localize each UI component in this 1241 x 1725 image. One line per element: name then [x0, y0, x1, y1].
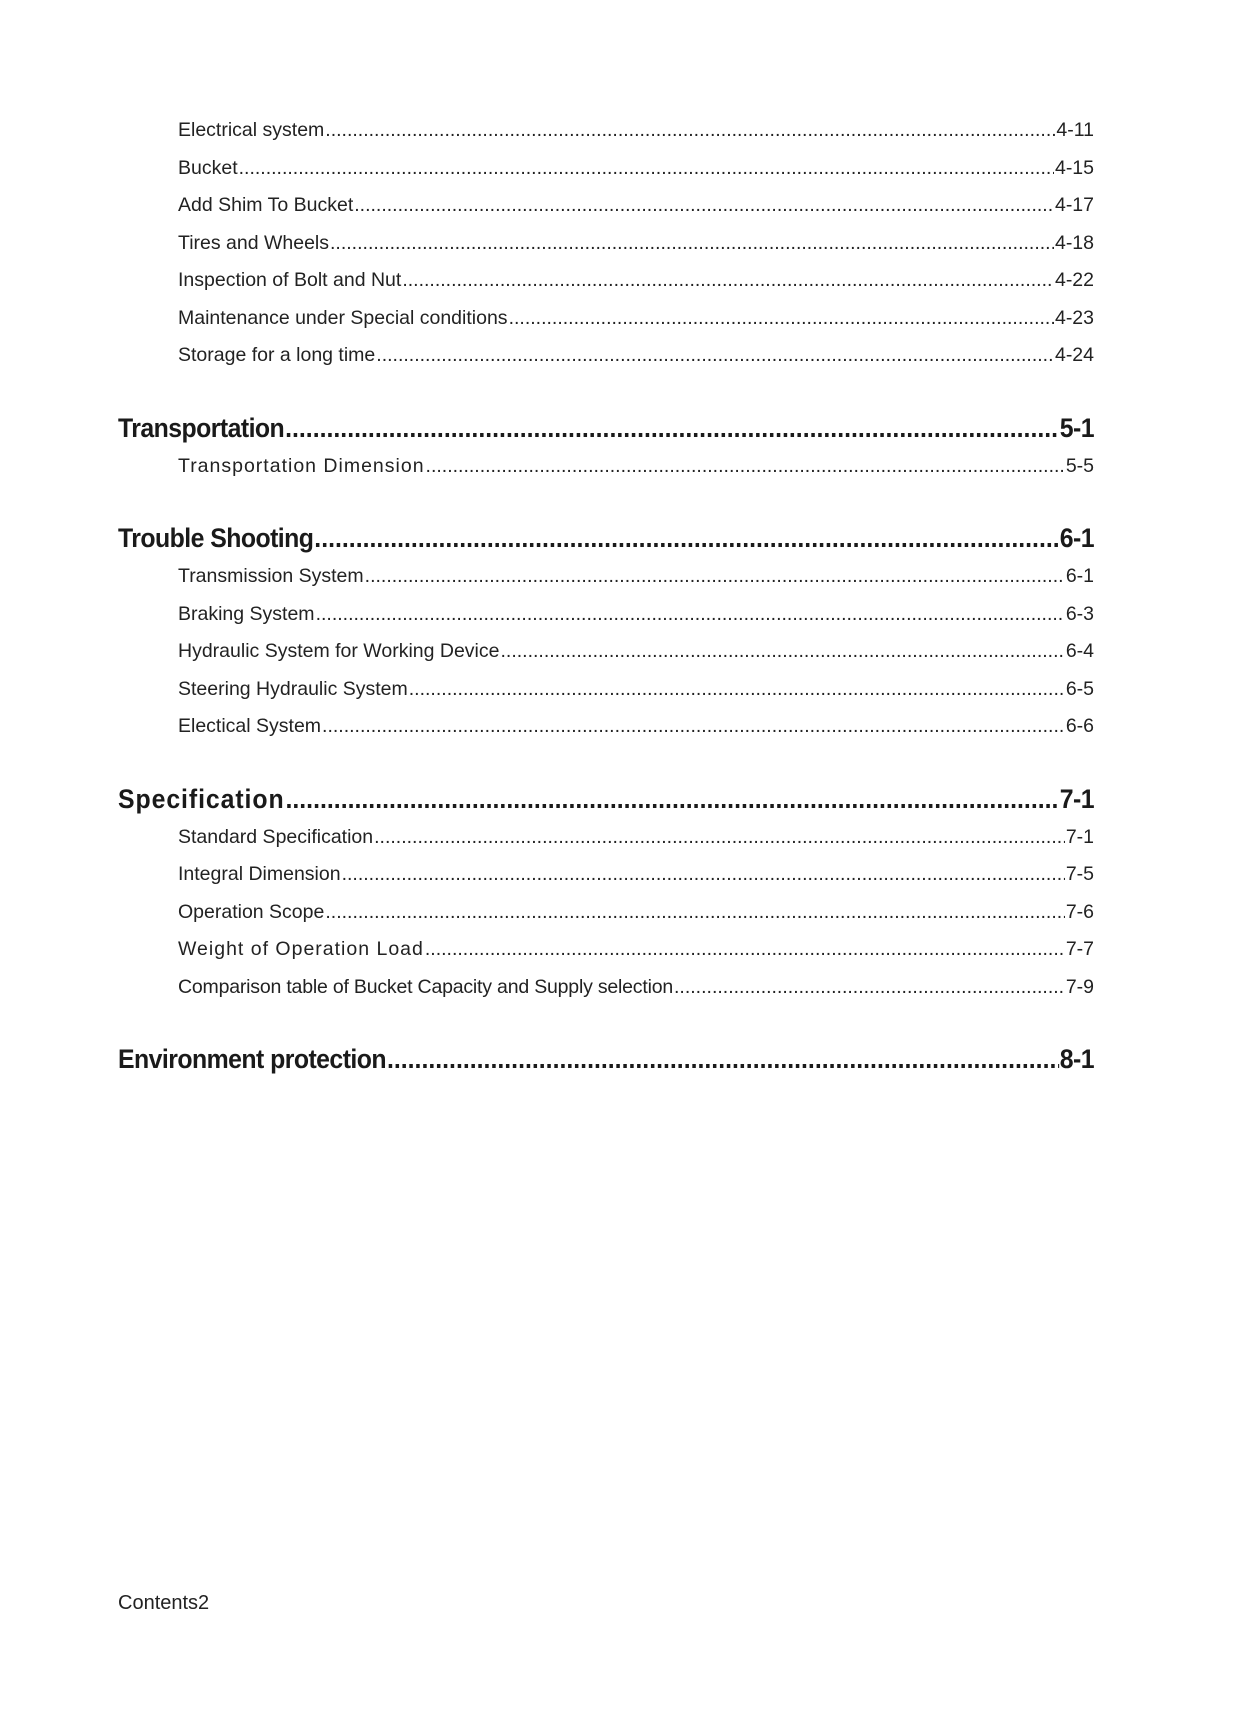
toc-chapter-heading[interactable]	[118, 408, 1094, 448]
toc-chapter-specification	[118, 779, 1094, 1007]
toc-entry-page: 4-22	[1054, 269, 1094, 291]
toc-chapter-page: 6-1	[1059, 523, 1095, 553]
toc-leader-dots	[376, 337, 1054, 375]
toc-entry-page: 5-5	[1065, 454, 1094, 477]
toc-leader-dots	[509, 300, 1054, 338]
toc-leader-dots	[342, 856, 1065, 894]
toc-chapter-environment-protection	[118, 1039, 1094, 1079]
toc-entry-page: 4-11	[1056, 119, 1094, 141]
toc-entry-title: Storage for a long time	[178, 344, 376, 366]
toc-entry-title: Add Shim To Bucket	[178, 194, 354, 216]
toc-leader-dots	[239, 150, 1054, 188]
toc-leader-dots	[325, 894, 1064, 932]
toc-chapter-page: 8-1	[1059, 1044, 1095, 1074]
toc-entry[interactable]	[118, 262, 1094, 300]
toc-entry-page: 7-1	[1065, 825, 1094, 848]
toc-leader-dots	[316, 596, 1065, 634]
toc-entry-title: Weight of Operation Load	[178, 938, 424, 960]
toc-entry-page: 7-6	[1065, 900, 1094, 923]
toc-chapter-transportation	[118, 408, 1094, 486]
toc-chapter-heading[interactable]	[118, 779, 1094, 819]
toc-entry-title: Braking System	[178, 602, 315, 625]
toc-entry-page: 6-4	[1065, 640, 1094, 662]
toc-entry-page: 7-5	[1065, 863, 1094, 885]
toc-chapter-title: Transportation	[118, 412, 285, 443]
toc-entry-title: Transportation Dimension	[178, 454, 425, 477]
toc-chapter-title: Specification	[118, 783, 285, 814]
toc-leader-dots	[409, 671, 1065, 709]
toc-chapter-title: Trouble Shooting	[118, 523, 314, 553]
toc-leader-dots	[285, 408, 1059, 448]
toc-entry[interactable]	[118, 300, 1094, 338]
toc-entry[interactable]	[118, 448, 1094, 486]
toc-entry-page: 4-24	[1054, 344, 1094, 366]
toc-entry-title: Inspection of Bolt and Nut	[178, 269, 402, 291]
toc-leader-dots	[425, 931, 1065, 969]
toc-leader-dots	[325, 112, 1055, 150]
toc-entry[interactable]	[118, 150, 1094, 188]
toc-entry[interactable]	[118, 671, 1094, 709]
toc-leader-dots	[426, 448, 1065, 486]
toc-entry-title: Hydraulic System for Working Device	[178, 640, 500, 662]
toc-entry-title: Maintenance under Special conditions	[178, 306, 508, 329]
toc-entry-title: Steering Hydraulic System	[178, 677, 408, 700]
toc-leader-dots	[402, 262, 1054, 300]
toc-entry[interactable]	[118, 856, 1094, 894]
toc-leader-dots	[365, 558, 1065, 596]
toc-entry-title: Operation Scope	[178, 900, 325, 923]
toc-leader-dots	[500, 633, 1064, 671]
page-footer-label: Contents2	[118, 1592, 210, 1614]
toc-entry-page: 7-9	[1065, 975, 1094, 998]
toc-leader-dots	[330, 225, 1054, 263]
toc-chapter-title: Environment protection	[118, 1044, 387, 1074]
toc-entry-title: Tires and Wheels	[178, 231, 330, 254]
toc-leader-dots	[674, 969, 1065, 1007]
toc-entry-title: Electical System	[178, 715, 322, 737]
toc-entry[interactable]	[118, 112, 1094, 150]
toc-chapter-page: 7-1	[1059, 783, 1095, 814]
toc-chapter-heading[interactable]	[118, 1039, 1094, 1079]
toc-leader-dots	[314, 518, 1059, 558]
toc-entry-title: Transmission System	[178, 565, 364, 587]
table-of-contents	[118, 112, 1094, 1079]
toc-entry-page: 7-7	[1065, 938, 1094, 960]
toc-entry-page: 4-18	[1054, 231, 1094, 254]
toc-leader-dots	[285, 779, 1058, 819]
toc-entry[interactable]	[118, 633, 1094, 671]
toc-entry-title: Comparison table of Bucket Capacity and Supply selection	[178, 975, 674, 998]
toc-entry-page: 4-15	[1054, 156, 1094, 179]
toc-entry-title: Standard Specification	[178, 825, 374, 848]
toc-entry-title: Electrical system	[178, 119, 325, 141]
toc-entry[interactable]	[118, 225, 1094, 263]
toc-chapter-trouble-shooting	[118, 518, 1094, 746]
toc-entry[interactable]	[118, 596, 1094, 634]
toc-section-continued	[118, 112, 1094, 375]
toc-chapter-page: 5-1	[1059, 412, 1095, 443]
toc-entry-page: 4-23	[1054, 306, 1094, 329]
toc-entry-page: 6-5	[1065, 677, 1094, 700]
toc-entry[interactable]	[118, 708, 1094, 746]
toc-chapter-heading[interactable]	[118, 518, 1094, 558]
toc-entry[interactable]	[118, 969, 1094, 1007]
toc-entry-page: 4-17	[1054, 194, 1094, 216]
toc-entry[interactable]	[118, 558, 1094, 596]
toc-entry-page: 6-6	[1065, 715, 1094, 737]
toc-entry-page: 6-1	[1065, 565, 1094, 587]
toc-leader-dots	[354, 187, 1054, 225]
toc-entry[interactable]	[118, 187, 1094, 225]
toc-entry-title: Bucket	[178, 156, 238, 179]
toc-entry[interactable]	[118, 337, 1094, 375]
toc-leader-dots	[387, 1039, 1059, 1079]
toc-entry[interactable]	[118, 894, 1094, 932]
toc-leader-dots	[322, 708, 1065, 746]
toc-entry-page: 6-3	[1065, 602, 1094, 625]
toc-leader-dots	[374, 819, 1065, 857]
toc-entry-title: Integral Dimension	[178, 863, 341, 885]
toc-entry[interactable]	[118, 931, 1094, 969]
toc-entry[interactable]	[118, 819, 1094, 857]
